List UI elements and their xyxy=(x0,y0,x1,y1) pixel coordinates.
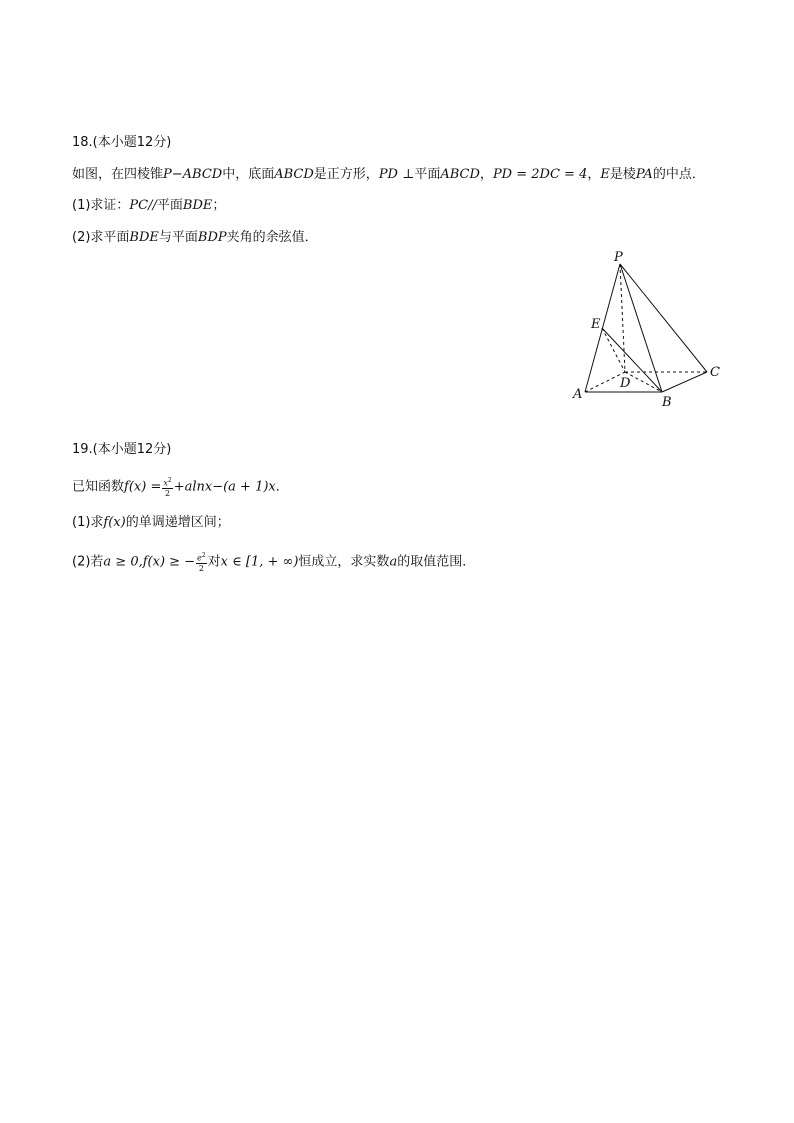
math: BDP xyxy=(197,230,227,245)
math: BDE xyxy=(129,230,159,245)
math: PC// xyxy=(129,198,157,213)
math: P−ABCD xyxy=(163,167,223,182)
problem-19-header: 19.(本小题12分) xyxy=(72,442,172,457)
problem-18-header: 18.(本小题12分) xyxy=(72,135,172,150)
label-e: E xyxy=(591,317,601,332)
edge-pd xyxy=(620,264,625,372)
problem-19-part-2 xyxy=(72,551,475,573)
segment-ed xyxy=(602,328,625,372)
stem-text: 如图，在四棱锥 xyxy=(72,167,164,182)
part-text: 平面 xyxy=(156,198,183,213)
math: BDE xyxy=(182,198,213,213)
stem-text: 已知函数 xyxy=(72,479,125,495)
problem-18-part-1 xyxy=(72,197,225,215)
math: PD = 2DC = 4 xyxy=(492,167,588,182)
problem-18-part-2 xyxy=(72,229,318,247)
math: f(x) xyxy=(103,515,126,530)
segment-eb xyxy=(602,328,662,392)
part-text: ； xyxy=(212,198,226,213)
math: f(x) xyxy=(124,479,147,495)
math: ABCD xyxy=(440,167,480,182)
label-c: C xyxy=(710,365,720,380)
math: a xyxy=(389,554,398,570)
stem-text: ， xyxy=(587,167,601,182)
problem-18-stem xyxy=(72,166,705,184)
part-text: 对 xyxy=(207,554,221,570)
fraction-denominator: 2 xyxy=(198,563,204,573)
math: x ∈ [1, + ∞) xyxy=(220,554,299,570)
fraction-denominator: 2 xyxy=(164,488,171,498)
label-a: A xyxy=(573,387,583,402)
exponent: 2 xyxy=(201,552,206,559)
stem-text: 中，底面 xyxy=(222,167,275,182)
stem-text: 的中点． xyxy=(652,167,705,182)
pyramid-figure xyxy=(566,246,736,411)
exponent: 2 xyxy=(167,477,172,484)
math: PD ⊥ xyxy=(378,167,415,182)
part-text: 夹角的余弦值． xyxy=(226,230,318,245)
fraction-numerator: e xyxy=(197,553,202,563)
stem-text: 是棱 xyxy=(609,167,636,182)
math: E xyxy=(600,167,610,182)
fraction xyxy=(196,551,207,573)
part-text: (2)若 xyxy=(72,554,104,570)
part-text: 与平面 xyxy=(158,230,198,245)
fraction-numerator: x xyxy=(163,478,168,488)
stem-text: 平面 xyxy=(414,167,441,182)
edge-pc xyxy=(620,264,707,372)
math-operator: = xyxy=(150,479,162,495)
stem-text: ． xyxy=(275,479,289,495)
part-text: (1)求证： xyxy=(72,198,130,213)
part-text: (2)求平面 xyxy=(72,230,130,245)
part-text: 的单调递增区间； xyxy=(125,515,230,530)
math: PA xyxy=(635,167,653,182)
label-b: B xyxy=(662,395,672,410)
part-text: 恒成立，求实数 xyxy=(298,554,390,570)
label-p: P xyxy=(614,250,623,265)
math: a ≥ 0,f(x) ≥ − xyxy=(103,554,196,570)
label-d: D xyxy=(620,376,631,391)
edge-ad xyxy=(585,372,625,392)
stem-text: ， xyxy=(479,167,493,182)
fraction xyxy=(162,476,172,498)
math: +alnx−(a + 1)x xyxy=(173,479,276,495)
math: ABCD xyxy=(274,167,314,182)
stem-text: 是正方形， xyxy=(313,167,379,182)
part-text: 的取值范围． xyxy=(397,554,476,570)
part-text: (1)求 xyxy=(72,515,104,530)
problem-19-stem xyxy=(72,476,289,498)
edge-bc xyxy=(662,372,707,392)
problem-19-part-1 xyxy=(72,514,230,532)
